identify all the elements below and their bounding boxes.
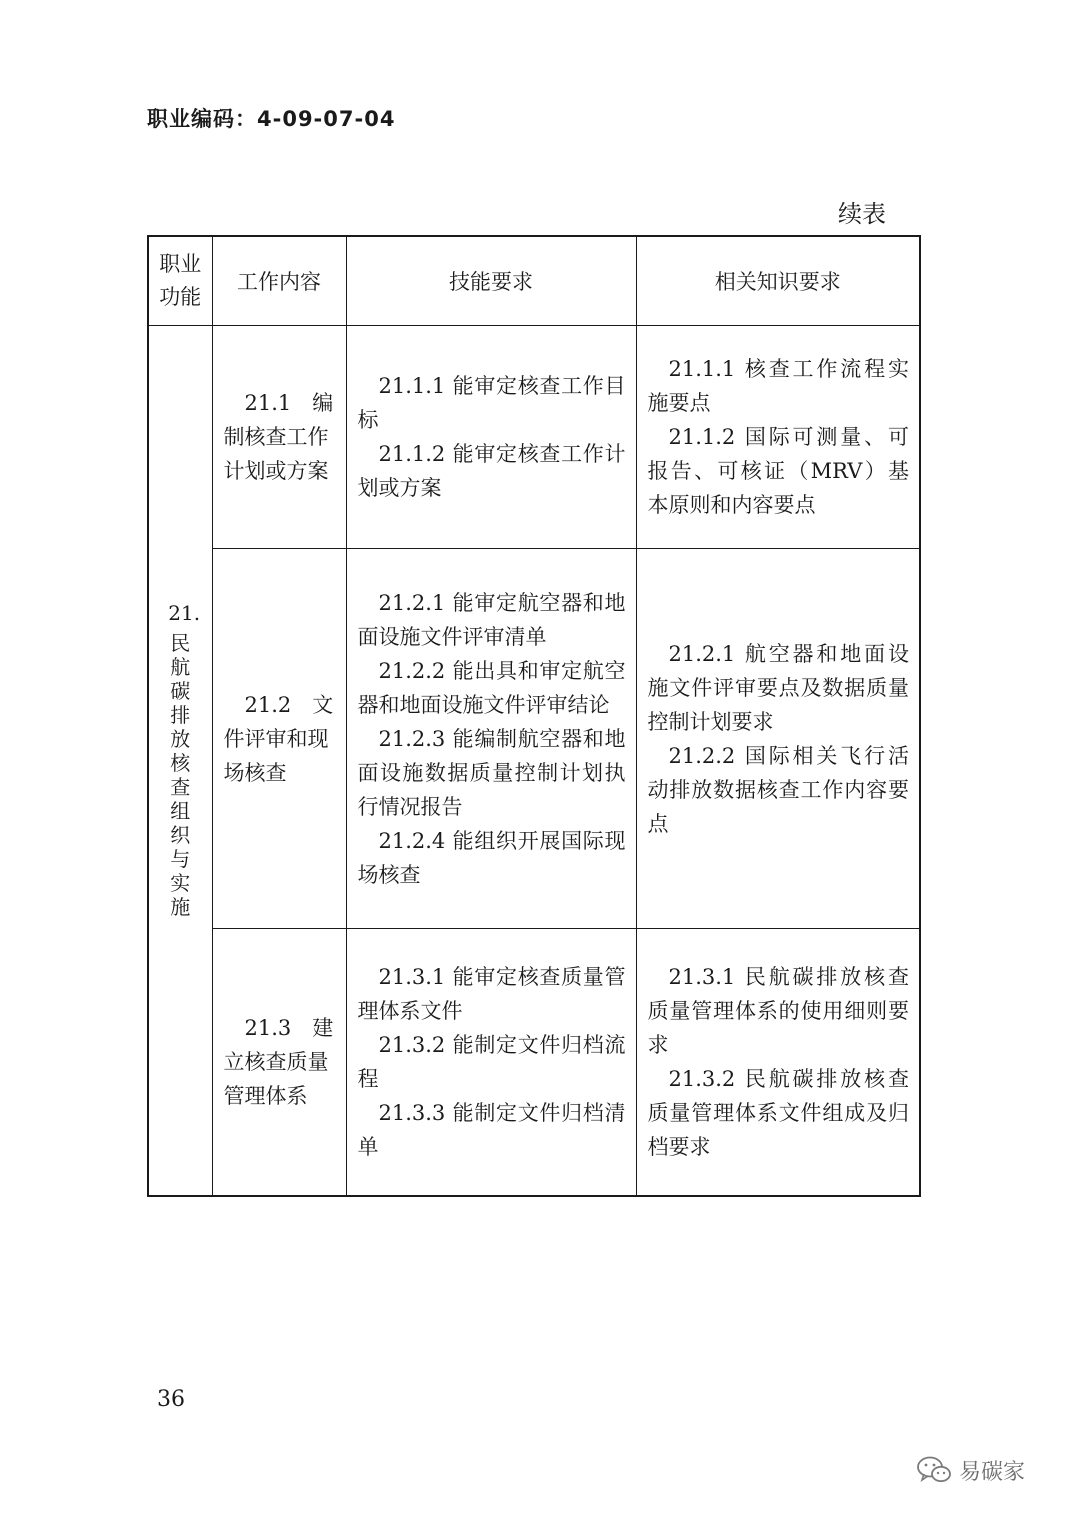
table-row xyxy=(148,929,920,1196)
work-content-cell xyxy=(212,549,346,929)
knowledge-item: 21.1.2 国际可测量、可报告、可核证（MRV）基本原则和内容要点 xyxy=(647,425,909,517)
knowledge-item: 21.2.2 国际相关飞行活动排放数据核查工作内容要点 xyxy=(647,743,909,836)
skill-item: 21.3.2 能制定文件归档流程 xyxy=(357,1032,626,1091)
header-function-line1: 职业 xyxy=(159,252,202,276)
function-char: 航 xyxy=(170,655,191,680)
knowledge-cell xyxy=(636,929,920,1196)
function-char: 查 xyxy=(170,775,191,800)
knowledge-item: 21.1.1 核查工作流程实施要点 xyxy=(647,357,909,415)
knowledge-item: 21.3.1 民航碳排放核查质量管理体系的使用细则要求 xyxy=(647,964,909,1057)
skill-item: 21.2.3 能编制航空器和地面设施数据质量控制计划执行情况报告 xyxy=(357,726,626,819)
work-line: 场核查 xyxy=(223,760,287,785)
occupation-code: 职业编码：4-09-07-04 xyxy=(147,107,396,131)
skill-item: 21.1.2 能审定核查工作计划或方案 xyxy=(357,442,626,500)
work-line: 计划或方案 xyxy=(223,459,329,483)
knowledge-item: 21.3.2 民航碳排放核查质量管理体系文件组成及归档要求 xyxy=(647,1066,909,1159)
watermark-text: 易碳家 xyxy=(959,1459,1026,1485)
knowledge-cell xyxy=(636,549,920,929)
work-line: 21.2 文 xyxy=(244,692,334,717)
knowledge-item: 21.2.1 航空器和地面设施文件评审要点及数据质量控制计划要求 xyxy=(647,641,909,734)
skill-item: 21.1.1 能审定核查工作目标 xyxy=(357,374,626,432)
skill-item: 21.3.3 能制定文件归档清单 xyxy=(357,1100,626,1159)
skill-item: 21.2.4 能组织开展国际现场核查 xyxy=(357,828,626,887)
page-number: 36 xyxy=(157,1387,185,1412)
header-function-line2: 功能 xyxy=(159,285,202,309)
work-line: 制核查工作 xyxy=(223,425,329,449)
continued-label: 续表 xyxy=(838,200,886,228)
table-header-row xyxy=(148,236,920,326)
table-row xyxy=(148,326,920,549)
knowledge-cell xyxy=(636,326,920,549)
watermark xyxy=(915,1452,1025,1488)
function-char: 施 xyxy=(170,895,191,920)
skill-item: 21.2.1 能审定航空器和地面设施文件评审清单 xyxy=(357,590,626,649)
work-line: 21.1 编 xyxy=(244,391,334,415)
function-cell xyxy=(148,326,212,1196)
function-char: 与 xyxy=(170,847,191,872)
header-function xyxy=(148,236,212,326)
skills-cell xyxy=(346,929,636,1196)
function-char: 放 xyxy=(170,727,191,752)
header-skills: 技能要求 xyxy=(346,236,636,326)
work-line: 件评审和现 xyxy=(223,726,329,751)
skill-item: 21.2.2 能出具和审定航空器和地面设施文件评审结论 xyxy=(357,658,626,717)
skills-table xyxy=(147,235,921,1197)
header-work: 工作内容 xyxy=(212,236,346,326)
table-row xyxy=(148,549,920,929)
skills-cell xyxy=(346,326,636,549)
skill-item: 21.3.1 能审定核查质量管理体系文件 xyxy=(357,964,626,1023)
wechat-icon xyxy=(915,1454,953,1486)
function-char: 实 xyxy=(170,871,191,896)
function-char: 织 xyxy=(170,823,191,848)
skills-cell xyxy=(346,549,636,929)
function-char: 碳 xyxy=(170,679,191,704)
work-line: 管理体系 xyxy=(223,1083,308,1108)
work-line: 立核查质量 xyxy=(223,1049,329,1074)
work-content-cell xyxy=(212,326,346,549)
work-content-cell xyxy=(212,929,346,1196)
work-line: 21.3 建 xyxy=(244,1015,334,1040)
function-char: 组 xyxy=(170,799,191,824)
function-char: 民 xyxy=(170,631,191,656)
header-knowledge: 相关知识要求 xyxy=(636,236,920,326)
function-number: 21. xyxy=(168,601,201,626)
function-char: 排 xyxy=(170,703,191,728)
function-char: 核 xyxy=(170,751,191,776)
